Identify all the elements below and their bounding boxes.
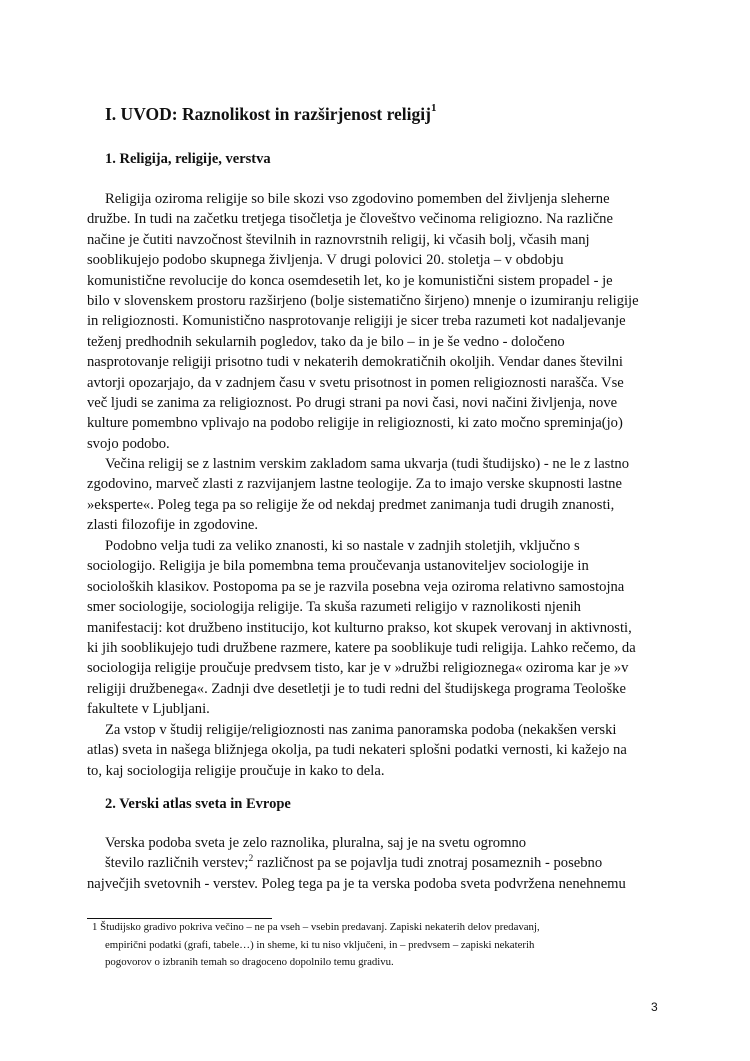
text-line: komunistične revolucije do konca osemdesetih let, ko je komunistični sistem propadel - je [87, 272, 613, 289]
text-line: Za vstop v študij religije/religioznosti nas zanima panoramska podoba (nekakšen verski [105, 722, 617, 738]
text-line: sociologija religije proučuje predvsem tisto, kar je v »družbi religioznega« oziroma kar je »v [87, 660, 629, 677]
text-line: več ljudi se zanima za religioznost. Po drugi strani pa novi časi, novi načini življenja, nove [87, 395, 618, 412]
footnote-ref-1[interactable]: 1 [430, 102, 437, 115]
section-1-heading: 1. Religija, religije, verstva [105, 151, 271, 167]
footnote-line: pogovorov o izbranih temah so dragoceno dopolnilo temu gradivu. [105, 956, 394, 969]
text-line: družbe. In tudi na začetku tretjega tisočletja je človeštvo večinoma religiozno. Na različne [87, 211, 613, 228]
text-line: Večina religij se z lastnim verskim zakladom sama ukvarja (tudi študijsko) - ne le z lastno [105, 456, 630, 472]
text-line: največjih svetovnih - verstev. Poleg tega pa je ta verska podoba sveta podvržena nenehnemu [87, 875, 626, 892]
text-line: »eksperte«. Poleg tega pa so religije že od nekdaj predmet zanimanja tudi drugih znanosti, [87, 496, 615, 513]
text-line: ki jih sooblikujejo tudi družbene razmere, katere pa sooblikuje tudi religija. Lahko rečemo, da [87, 640, 636, 657]
text-line: Podobno velja tudi za veliko znanosti, ki so nastale v zadnjih stoletjih, vključno s [105, 538, 580, 554]
text-line: atlas) sveta in našega bližnjega okolja, pa tudi nekateri splošni podatki vernosti, ki kažejo na [87, 742, 627, 759]
text-line: zlasti filozofije in zgodovine. [87, 517, 259, 534]
text-line [87, 853, 667, 873]
text-line: nasprotovanje religiji prisotno tudi v nekaterih demokratičnih okoljih. Vendar danes številni [87, 354, 623, 371]
text-segment: število različnih verstev; [105, 855, 249, 872]
section-1-paragraph-4 [87, 720, 667, 781]
section-1-paragraph-1 [87, 189, 667, 454]
text-line: Verska podoba sveta je zelo raznolika, pluralna, saj je na svetu ogromno [105, 835, 527, 851]
footnote-ref-2[interactable]: 2 [248, 854, 254, 865]
section-2-paragraph-1 [87, 833, 667, 894]
footnote-1 [92, 919, 662, 972]
text-line: socioloških klasikov. Postopoma pa se je razvila posebna veja oziroma relativno samostojna [87, 578, 625, 595]
footnote-line: 1 Študijsko gradivo pokriva večino – ne pa vseh – vsebin predavanj. Zapiski nekaterih delov predavanj, [92, 921, 540, 933]
text-line: svojo podobo. [87, 435, 170, 452]
text-line: to, kaj sociologija religije proučuje in kako to dela. [87, 762, 385, 779]
text-line: in religioznosti. Komunistično nasprotovanje religiji je sicer treba razumeti kot nadaljevanje [87, 313, 626, 330]
text-line: teženj predhodnih sekularnih pogledov, tako da je bilo – in je še vedno - določeno [87, 333, 565, 350]
text-line: sociologijo. Religija je bila pomembna tema proučevanja ustanoviteljev sociologije in [87, 558, 589, 575]
section-1-paragraph-2 [87, 454, 667, 536]
text-line: zgodovino, marveč zlasti z razvijanjem lastne teologije. Za to imajo verske skupnosti lastne [87, 476, 622, 493]
section-1-paragraph-3 [87, 536, 667, 720]
text-line: fakultete v Ljubljani. [87, 701, 210, 718]
text-line: manifestacij: kot družbeno institucijo, kot kulturno prakso, kot skupek verovanj in aktivnosti, [87, 619, 632, 636]
text-line: sooblikujejo podobo skupnega življenja. V drugi polovici 20. stoletja – v obdobju [87, 252, 564, 269]
text-line: smer sociologije, sociologija religije. Ta skuša razumeti religijo v raznolikosti njenih [87, 599, 581, 616]
chapter-title [105, 104, 436, 125]
section-2-heading: 2. Verski atlas sveta in Evrope [105, 796, 291, 812]
text-line: načine je čutiti navzočnost številnih in raznovrstnih religij, ki včasih bolj, včasih manj [87, 231, 590, 248]
page-number: 3 [651, 1000, 658, 1014]
text-line: avtorji opozarjajo, da v zadnjem času v svetu prisotnost in pomen religioznosti narašča. Vse [87, 374, 624, 391]
text-line: religiji družbenega«. Zadnji dve desetletji je to tudi redni del študijskega programa Teološke [87, 680, 626, 697]
footnote-line: empirični podatki (grafi, tabele…) in sheme, ki tu niso vključeni, in – predvsem – zapiski nekaterih [105, 938, 535, 951]
text-segment: različnost pa se pojavlja tudi znotraj posameznih - posebno [253, 855, 603, 872]
text-line: kulture pomembno vplivajo na podobo religije in religioznosti, ki zato močno spreminja(jo) [87, 415, 623, 432]
text-line: bilo v slovenskem prostoru razširjeno (bolje sistematično širjeno) mnenje o izumiranju religije [87, 293, 639, 310]
chapter-title-text: I. UVOD: Raznolikost in razširjenost religij [105, 104, 431, 124]
text-line: Religija oziroma religije so bile skozi vso zgodovino pomemben del življenja sleherne [105, 191, 610, 207]
